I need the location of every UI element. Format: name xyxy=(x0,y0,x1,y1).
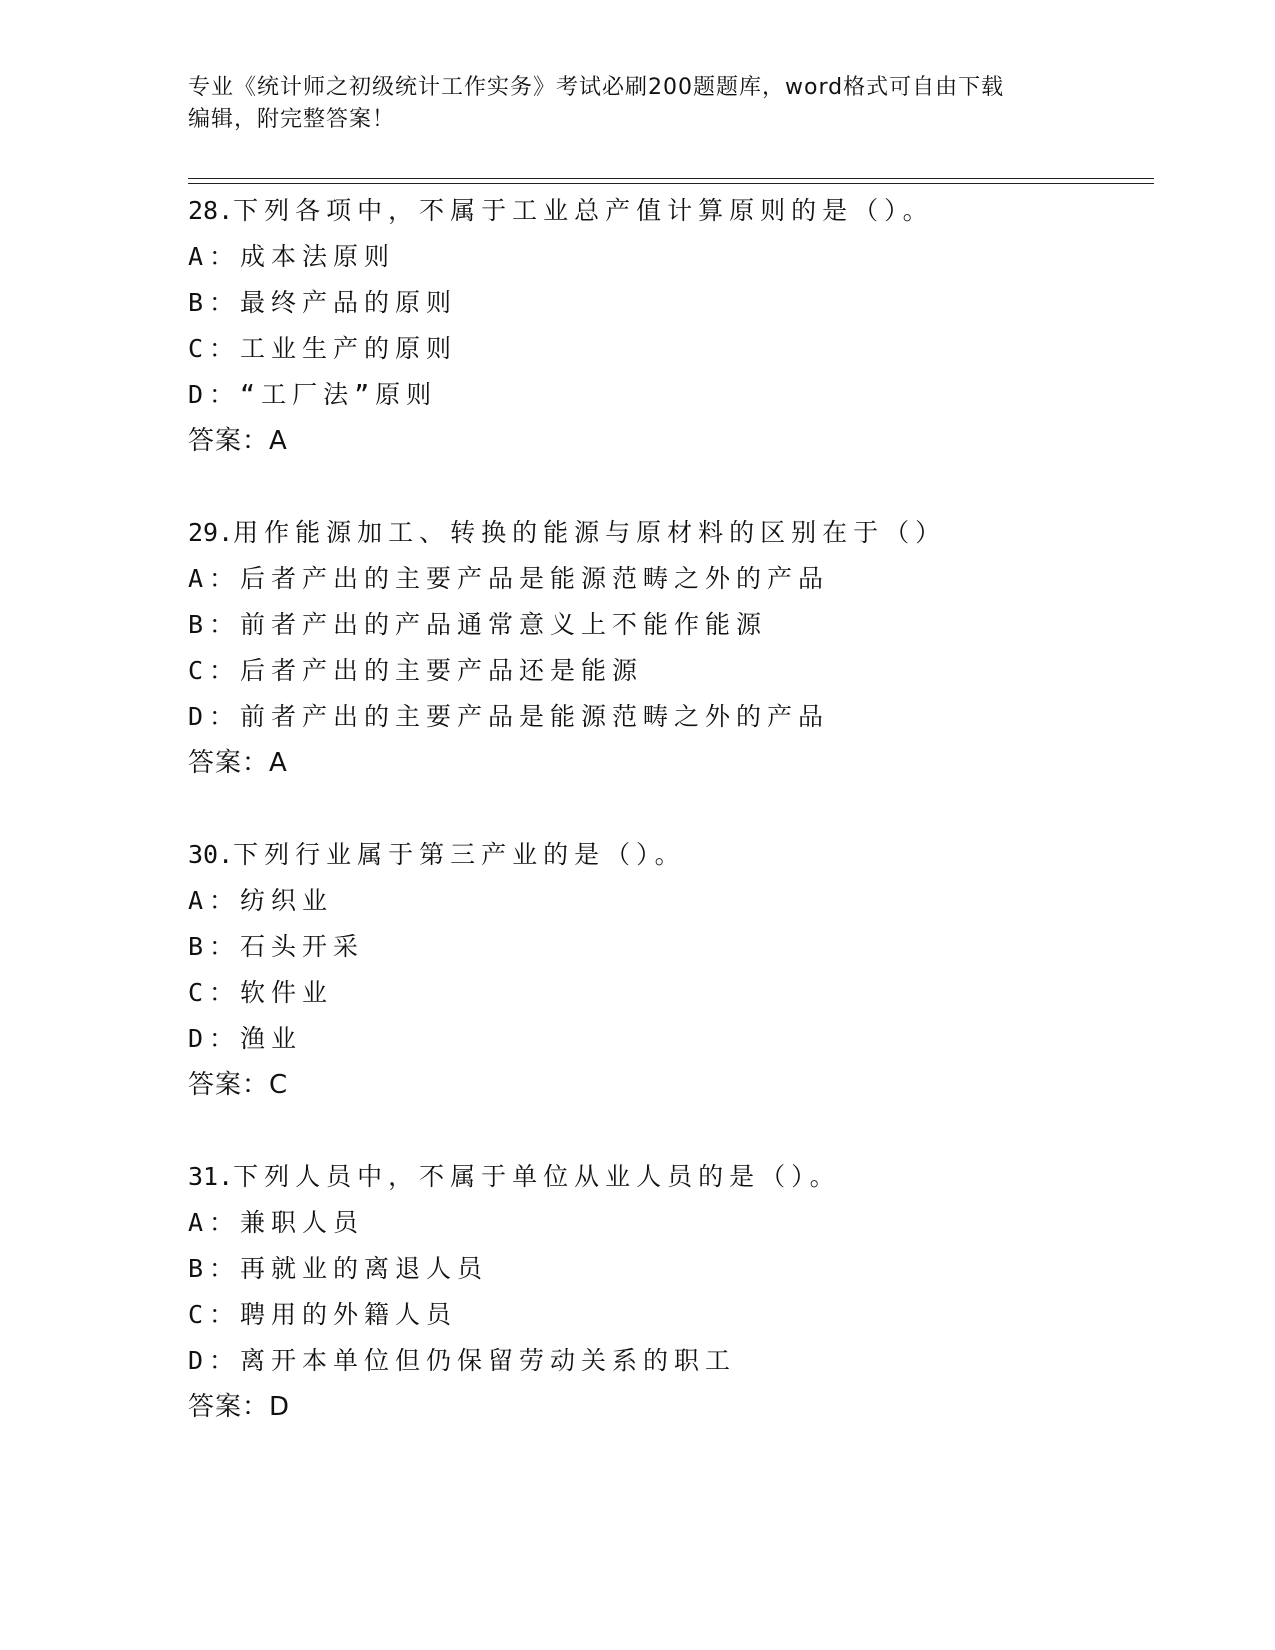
option-d: D：“工厂法”原则 xyxy=(188,380,438,409)
question-29 xyxy=(188,510,1154,786)
question-31 xyxy=(188,1154,1154,1430)
option-d: D：离开本单位但仍保留劳动关系的职工 xyxy=(188,1346,737,1375)
option-a: A：纺织业 xyxy=(188,886,334,915)
option-c: C：后者产出的主要产品还是能源 xyxy=(188,656,644,685)
question-number: 30. xyxy=(188,840,234,869)
header-divider-top xyxy=(188,178,1154,179)
option-a: A：成本法原则 xyxy=(188,242,396,271)
option-b: B：最终产品的原则 xyxy=(188,288,458,317)
question-text: 用作能源加工、转换的能源与原材料的区别在于（） xyxy=(233,518,947,547)
option-c: C：软件业 xyxy=(188,978,334,1007)
question-number: 28. xyxy=(188,196,234,225)
question-stem xyxy=(188,510,1154,556)
header-line-2: 编辑，附完整答案！ xyxy=(188,107,396,132)
question-list xyxy=(188,188,1154,1476)
header-line-1: 专业《统计师之初级统计工作实务》考试必刷200题题库，word格式可自由下载 xyxy=(188,75,1005,100)
answer: 答案：A xyxy=(188,748,288,778)
question-text: 下列人员中，不属于单位从业人员的是（）。 xyxy=(233,1162,841,1191)
question-stem xyxy=(188,1154,1154,1200)
question-text: 下列各项中，不属于工业总产值计算原则的是（）。 xyxy=(233,196,934,225)
option-d: D：前者产出的主要产品是能源范畴之外的产品 xyxy=(188,702,830,731)
answer: 答案：D xyxy=(188,1392,291,1422)
answer: 答案：A xyxy=(188,426,288,456)
question-stem xyxy=(188,832,1154,878)
option-d: D：渔业 xyxy=(188,1024,303,1053)
option-b: B：前者产出的产品通常意义上不能作能源 xyxy=(188,610,768,639)
option-b: B：再就业的离退人员 xyxy=(188,1254,489,1283)
option-a: A：兼职人员 xyxy=(188,1208,365,1237)
header-divider-bottom xyxy=(188,183,1154,184)
answer: 答案：C xyxy=(188,1070,289,1100)
option-b: B：石头开采 xyxy=(188,932,365,961)
option-c: C：工业生产的原则 xyxy=(188,334,458,363)
question-28 xyxy=(188,188,1154,464)
question-number: 29. xyxy=(188,518,234,547)
option-a: A：后者产出的主要产品是能源范畴之外的产品 xyxy=(188,564,830,593)
question-30 xyxy=(188,832,1154,1108)
question-stem xyxy=(188,188,1154,234)
option-c: C：聘用的外籍人员 xyxy=(188,1300,458,1329)
question-text: 下列行业属于第三产业的是（）。 xyxy=(233,840,686,869)
document-header xyxy=(188,72,1088,136)
question-number: 31. xyxy=(188,1162,234,1191)
